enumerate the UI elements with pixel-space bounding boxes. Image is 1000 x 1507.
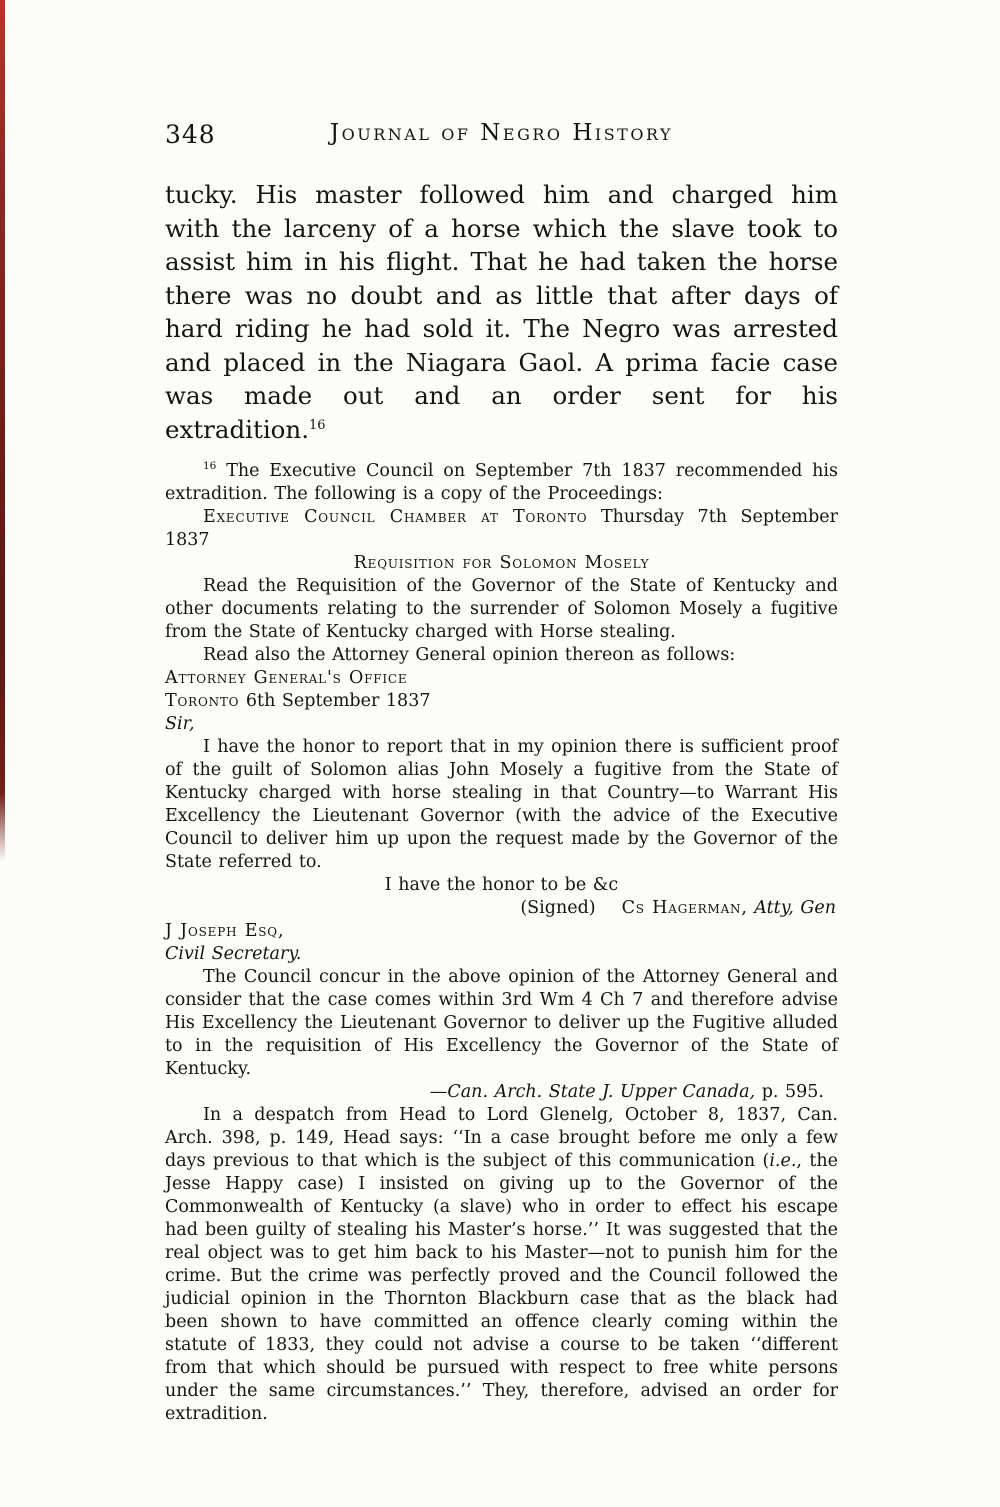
page-header	[165, 120, 838, 154]
signer-name: Cs Hagerman,	[621, 898, 748, 918]
citation-page: p. 595.	[761, 1082, 824, 1102]
journal-title: Journal of Negro History	[329, 120, 674, 146]
archive-citation-line	[165, 1081, 838, 1104]
page-number: 348	[165, 120, 216, 149]
requisition-heading: Requisition for Solomon Mosely	[353, 553, 650, 573]
addressee-title-line: Civil Secretary.	[165, 944, 302, 964]
citation-source: Can. Arch. State J. Upper Canada,	[447, 1082, 756, 1102]
attorney-general-office-heading: Attorney General's Office	[165, 668, 408, 688]
letter-salutation: Sir,	[165, 714, 195, 734]
signature-line	[165, 897, 838, 920]
council-chamber-date: Thursday 7th September 1837	[165, 507, 838, 550]
body-paragraph	[165, 178, 838, 446]
toronto-dateline-date: 6th September 1837	[245, 691, 431, 711]
body-paragraph-text: tucky. His master followed him and charged him with the larceny of a horse which the slave took to assist him in his flight. That he had taken the horse there was no doubt and as little that after days of hard riding he had sold it. The Negro was arrested and placed in the Niagara Gaol. A prima facie case was made out and an order sent for his extradition.	[165, 180, 838, 444]
footnote-intro-paragraph	[165, 460, 838, 506]
footnote-marker: 16	[203, 460, 217, 473]
main-text-block	[165, 178, 838, 446]
footnote-intro-text: The Executive Council on September 7th 1837 recommended his extradition. The following is a copy of the Proceedings:	[165, 461, 838, 504]
council-concur-paragraph: The Council concur in the above opinion of the Attorney General and consider that the case comes within 3rd Wm 4 Ch 7 and therefore advise His Excellency the Lieutenant Governor to deliver up the Fugitive alluded to in the requisition of His Excellency the Governor of the State of Kentucky.	[165, 967, 838, 1079]
letter-valediction: I have the honor to be &c	[384, 875, 619, 895]
despatch-paragraph	[165, 1104, 838, 1426]
despatch-text-2: , the Jesse Happy case) I insisted on giving up to the Governor of the Commonwealth of Kentucky (a slave) who in order to effect his escape had been guilty of stealing his Master’s horse.’’ It was suggested that the real object was to get him back to his Master—not to punish him for the crime. But the crime was perfectly proved and the Council followed the judicial opinion in the Thornton Blackburn case that as the black had been shown to have committed an offence clearly coming within the statute of 1833, they could not advise a course to be taken ‘‘different from that which should be pursued with respect to free white persons under the same circumstances.’’ They, therefore, advised an order for extradition.	[165, 1151, 838, 1424]
read-also-line: Read also the Attorney General opinion thereon as follows:	[203, 645, 736, 665]
footnote-reference: 16	[309, 417, 326, 433]
council-chamber-heading: Executive Council Chamber at Toronto	[203, 507, 588, 527]
toronto-dateline-city: Toronto	[165, 691, 240, 711]
scan-gutter-strip	[0, 0, 5, 862]
page-content	[165, 120, 838, 1426]
citation-dash: —	[429, 1082, 448, 1102]
opinion-paragraph: I have the honor to report that in my opinion there is sufficient proof of the guilt of Solomon alias John Mosely a fugitive from the State of Kentucky charged with horse stealing in that Country—to Warrant His Excellency the Lieutenant Governor (with the advice of the Executive Council to deliver him up upon the request made by the Governor of the State referred to.	[165, 737, 838, 872]
read-requisition-paragraph: Read the Requisition of the Governor of the State of Kentucky and other documents relating to the surrender of Solomon Mosely a fugitive from the State of Kentucky charged with Horse stealing.	[165, 576, 838, 642]
despatch-text-1: In a despatch from Head to Lord Glenelg, October 8, 1837, Can. Arch. 398, p. 149, Head says: ‘‘In a case brought before me only a few days previous to that which is the subject of this communication (	[165, 1105, 838, 1171]
despatch-ie-abbrev: i.e.	[769, 1151, 797, 1171]
addressee-line: J Joseph Esq,	[165, 921, 285, 941]
signed-label: (Signed)	[520, 898, 596, 918]
signer-title: Atty, Gen	[754, 898, 836, 918]
toronto-dateline	[165, 690, 838, 713]
council-chamber-line	[165, 506, 838, 552]
footnote-section	[165, 460, 838, 1426]
